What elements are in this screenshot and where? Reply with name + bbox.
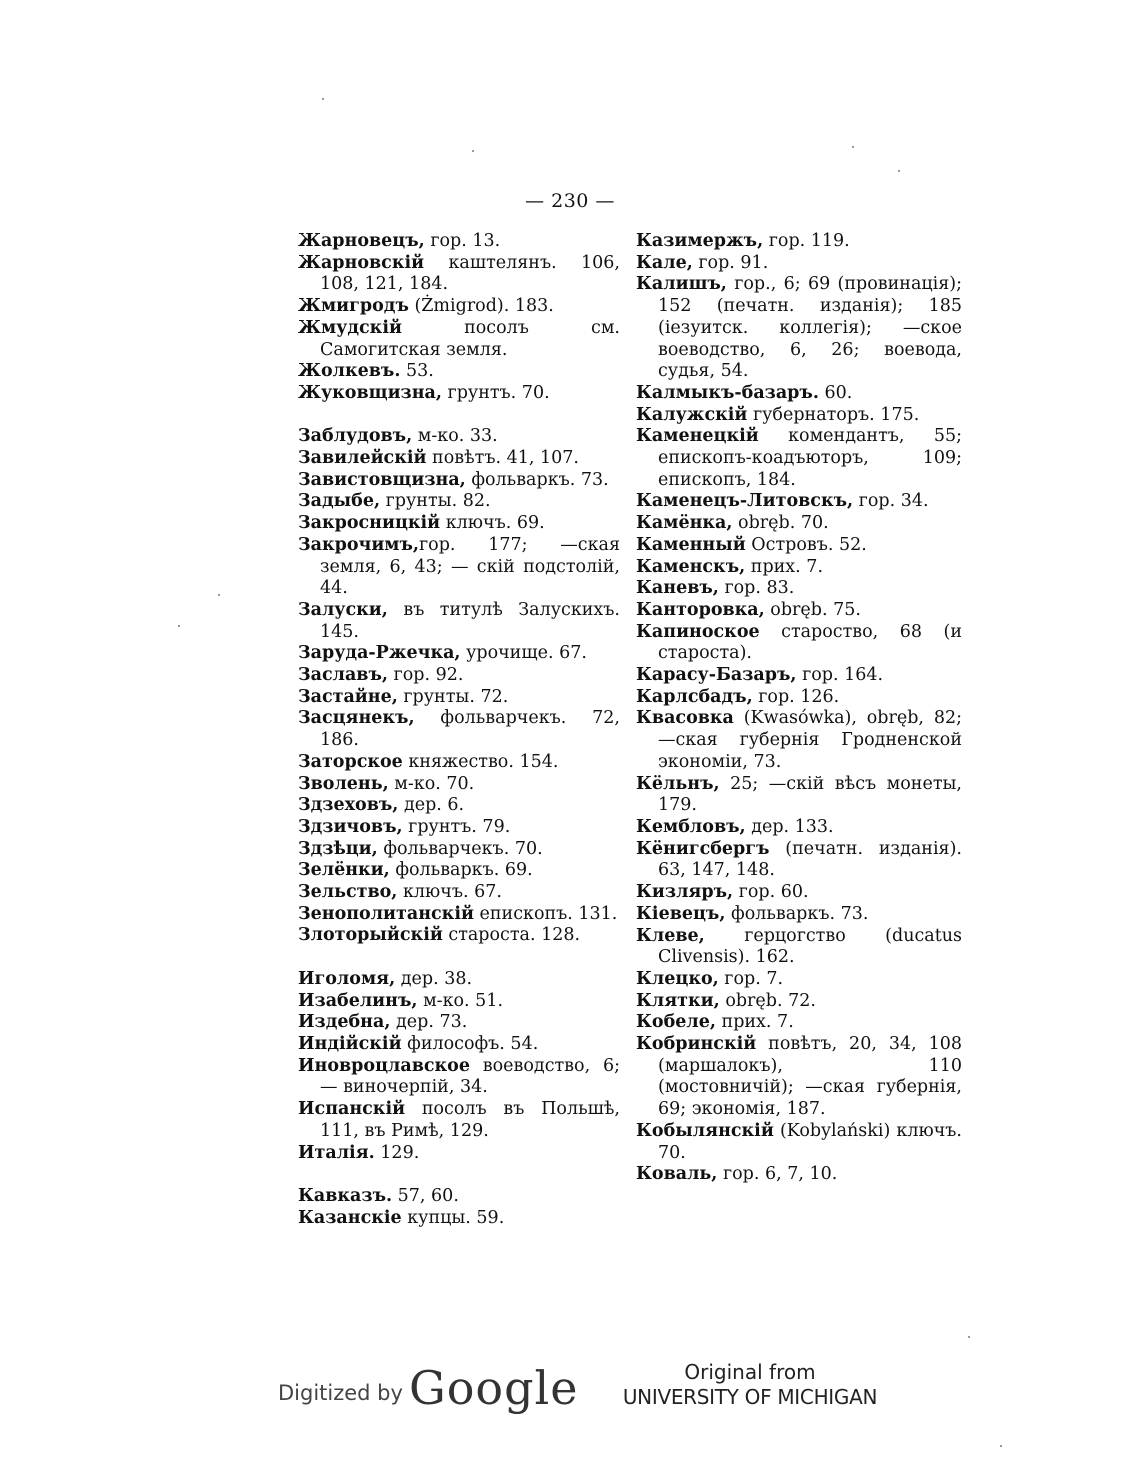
index-entry bbox=[298, 1056, 620, 1099]
index-entry bbox=[636, 774, 962, 817]
entry-references: купцы. 59. bbox=[401, 1207, 505, 1228]
scan-speck bbox=[852, 146, 854, 148]
index-entry bbox=[298, 687, 620, 709]
entry-headword: Засцянекъ, bbox=[298, 708, 415, 729]
google-logo: Google bbox=[408, 1361, 579, 1415]
entry-references: (печатн. изданія). 63, 147, 148. bbox=[658, 838, 962, 881]
entry-references: дер. 133. bbox=[745, 816, 834, 837]
index-entry bbox=[298, 470, 620, 492]
entry-headword: Камёнка, bbox=[636, 513, 733, 534]
entry-headword: Испанскій bbox=[298, 1099, 406, 1120]
entry-headword: Казимержъ, bbox=[636, 231, 764, 251]
index-entry bbox=[298, 969, 620, 991]
index-entry bbox=[298, 318, 620, 361]
entry-headword: Каневъ, bbox=[636, 578, 719, 599]
entry-headword: Калишъ, bbox=[636, 274, 727, 295]
entry-references: гор. 6, 7, 10. bbox=[717, 1164, 838, 1185]
digitized-label: Digitized by bbox=[278, 1381, 403, 1405]
entry-headword: Кёльнъ, bbox=[636, 773, 720, 794]
entry-references: гор. 13. bbox=[424, 231, 501, 251]
entry-references: посолъ см. Самогитская земля. bbox=[320, 317, 620, 360]
index-entry bbox=[298, 643, 620, 665]
entry-references: фольваркъ. 73. bbox=[725, 903, 869, 924]
entry-references: гор. 177; —ская земля, 6, 43; — скій подстолій, 44. bbox=[320, 534, 620, 599]
index-entry bbox=[298, 991, 620, 1013]
entry-references: гор. 91. bbox=[692, 252, 769, 273]
index-entry bbox=[298, 361, 620, 383]
entry-references: воеводство, 6;— виночерпій, 34. bbox=[320, 1055, 620, 1098]
entry-headword: Жарновецъ, bbox=[298, 231, 425, 251]
entry-references: дер. 38. bbox=[395, 968, 473, 989]
entry-headword: Каменецъ-Литовскъ, bbox=[636, 491, 854, 512]
entry-headword: Здзичовъ, bbox=[298, 816, 403, 837]
entry-references: фольваркъ. 69. bbox=[389, 860, 533, 881]
entry-references: гор. 60. bbox=[733, 882, 809, 903]
entry-headword: Здзеховъ, bbox=[298, 795, 399, 816]
index-entry bbox=[636, 383, 962, 405]
entry-references: урочище. 67. bbox=[460, 643, 587, 664]
index-entry bbox=[298, 513, 620, 535]
index-entry bbox=[298, 752, 620, 774]
entry-headword: Зенополитанскій bbox=[298, 903, 474, 924]
entry-headword: Кобеле, bbox=[636, 1012, 716, 1033]
entry-headword: Зельство, bbox=[298, 882, 398, 903]
index-entry bbox=[298, 1143, 620, 1165]
index-entry bbox=[298, 1208, 620, 1230]
index-entry bbox=[298, 535, 620, 600]
entry-headword: Квасовка bbox=[636, 708, 734, 729]
entry-headword: Кавказъ. bbox=[298, 1185, 393, 1206]
index-entry bbox=[298, 383, 620, 405]
entry-headword: Калужскій bbox=[636, 404, 748, 425]
index-entry bbox=[636, 253, 962, 275]
entry-headword: Клецко, bbox=[636, 968, 719, 989]
entry-headword: Каменный bbox=[636, 534, 746, 555]
entry-headword: Италія. bbox=[298, 1142, 375, 1163]
entry-references: дер. 6. bbox=[398, 795, 465, 816]
index-entry bbox=[298, 1099, 620, 1142]
index-column-left bbox=[298, 231, 620, 1229]
entry-headword: Залуски, bbox=[298, 599, 388, 620]
index-entry bbox=[298, 795, 620, 817]
index-entry bbox=[298, 904, 620, 926]
entry-references: фольварчекъ. 72, 186. bbox=[320, 708, 620, 751]
index-column-right bbox=[636, 231, 962, 1186]
index-entry bbox=[636, 1164, 962, 1186]
scan-speck bbox=[472, 150, 474, 152]
entry-headword: Заторское bbox=[298, 751, 403, 772]
entry-references: м-ко. 70. bbox=[388, 773, 475, 794]
university-label: UNIVERSITY OF MICHIGAN bbox=[622, 1385, 878, 1409]
entry-references: 129. bbox=[374, 1142, 420, 1163]
entry-headword: Кале, bbox=[636, 252, 693, 273]
entry-references: грунты. 72. bbox=[397, 686, 509, 707]
entry-headword: Каменскъ, bbox=[636, 556, 746, 577]
entry-headword: Издебна, bbox=[298, 1012, 391, 1033]
entry-references: княжество. 154. bbox=[402, 751, 559, 772]
entry-references: гор. 164. bbox=[796, 665, 884, 686]
entry-references: гор. 34. bbox=[853, 491, 929, 512]
digitized-by-google-watermark bbox=[278, 1355, 578, 1415]
entry-references: гор. 83. bbox=[718, 578, 795, 599]
index-entry bbox=[636, 926, 962, 969]
entry-references: гор. 7. bbox=[718, 968, 784, 989]
index-entry bbox=[636, 904, 962, 926]
entry-references: м-ко. 51. bbox=[417, 990, 504, 1011]
entry-references: (Kobylański) ключъ. 70. bbox=[658, 1120, 962, 1163]
index-entry bbox=[298, 665, 620, 687]
entry-headword: Завистовщизна, bbox=[298, 469, 466, 490]
entry-references: (Kwasówka), obręb, 82; —ская губернія Гродненской экономіи, 73. bbox=[658, 708, 962, 772]
entry-references: 57, 60. bbox=[392, 1185, 459, 1206]
index-entry bbox=[636, 665, 962, 687]
entry-references: obręb. 72. bbox=[719, 990, 816, 1011]
index-entry bbox=[636, 600, 962, 622]
index-entry bbox=[636, 491, 962, 513]
entry-headword: Жолкевъ. bbox=[298, 361, 401, 382]
entry-headword: Карлсбадъ, bbox=[636, 686, 753, 707]
index-entry bbox=[636, 882, 962, 904]
index-entry bbox=[298, 1012, 620, 1034]
index-entry bbox=[636, 708, 962, 773]
original-from-watermark bbox=[620, 1360, 880, 1410]
entry-references: посолъ въ Польшѣ, 111, въ Римѣ, 129. bbox=[320, 1099, 620, 1141]
entry-headword: Здзѣци, bbox=[298, 838, 378, 859]
entry-headword: Иголомя, bbox=[298, 968, 396, 989]
scan-speck bbox=[968, 1336, 970, 1338]
entry-headword: Завилейскій bbox=[298, 448, 427, 469]
section-gap bbox=[298, 405, 620, 427]
entry-references: герцогство (ducatus Clivensis). 162. bbox=[658, 925, 962, 968]
entry-headword: Карасу-Базаръ, bbox=[636, 665, 797, 686]
entry-references: гор., 6; 69 (провинація); 152 (печатн. изданія); 185 (іезуитск. коллегія); —ское воеводство, 6, 26; воевода, судья, 54. bbox=[658, 274, 962, 382]
index-entry bbox=[636, 557, 962, 579]
entry-references: obręb. 75. bbox=[764, 599, 861, 620]
entry-headword: Калмыкъ-базаръ. bbox=[636, 382, 819, 403]
scan-speck bbox=[898, 170, 900, 172]
entry-references: грунты. 82. bbox=[380, 491, 491, 512]
page-number: — 230 — bbox=[525, 190, 615, 212]
index-entry bbox=[636, 817, 962, 839]
index-entry bbox=[298, 817, 620, 839]
entry-references: ключъ. 69. bbox=[440, 513, 545, 534]
entry-references: епископъ. 131. bbox=[473, 903, 618, 924]
index-entry bbox=[298, 296, 620, 318]
entry-references: прих. 7. bbox=[745, 556, 824, 577]
scan-speck bbox=[322, 98, 324, 100]
entry-headword: Закросницкій bbox=[298, 513, 441, 534]
entry-references: грунтъ. 70. bbox=[441, 382, 550, 403]
entry-references: повѣтъ, 20, 34, 108 (маршалокъ), 110 (мостовничій); —ская губернія, 69; экономія, 187. bbox=[658, 1034, 962, 1120]
entry-references: obręb. 70. bbox=[732, 513, 829, 534]
index-entry bbox=[298, 1186, 620, 1208]
entry-headword: Жуковщизна, bbox=[298, 382, 442, 403]
entry-headword: Кобылянскій bbox=[636, 1120, 774, 1141]
entry-headword: Индійскій bbox=[298, 1033, 402, 1054]
index-entry bbox=[636, 991, 962, 1013]
index-entry bbox=[636, 405, 962, 427]
entry-headword: Закрочимъ, bbox=[298, 534, 420, 555]
entry-headword: Зволень, bbox=[298, 773, 389, 794]
index-entry bbox=[636, 426, 962, 491]
entry-headword: Задыбе, bbox=[298, 491, 381, 512]
index-entry bbox=[298, 426, 620, 448]
entry-references: губернаторъ. 175. bbox=[747, 404, 920, 425]
index-entry bbox=[636, 1012, 962, 1034]
entry-headword: Жмудскій bbox=[298, 317, 402, 338]
index-entry bbox=[636, 535, 962, 557]
entry-headword: Каменецкій bbox=[636, 426, 759, 447]
entry-references: въ титулѣ Залускихъ. 145. bbox=[320, 599, 620, 642]
entry-references: фольварчекъ. 70. bbox=[377, 838, 543, 859]
index-entry bbox=[636, 578, 962, 600]
entry-headword: Коваль, bbox=[636, 1164, 718, 1185]
index-entry bbox=[298, 925, 620, 947]
entry-references: дер. 73. bbox=[390, 1012, 468, 1033]
entry-headword: Изабелинъ, bbox=[298, 990, 418, 1011]
entry-references: философъ. 54. bbox=[401, 1033, 539, 1054]
entry-references: каштелянъ. 106, 108, 121, 184. bbox=[320, 252, 620, 295]
entry-references: грунтъ. 79. bbox=[402, 816, 511, 837]
index-entry bbox=[298, 231, 620, 253]
entry-headword: Кембловъ, bbox=[636, 816, 746, 837]
index-entry bbox=[298, 839, 620, 861]
entry-headword: Кёнигсбергъ bbox=[636, 838, 770, 859]
index-entry bbox=[298, 600, 620, 643]
index-entry bbox=[636, 513, 962, 535]
index-entry bbox=[298, 882, 620, 904]
entry-headword: Канторовка, bbox=[636, 599, 765, 620]
entry-headword: Заруда-Ржечка, bbox=[298, 643, 461, 664]
entry-references: 25; —скій вѣсъ монеты, 179. bbox=[658, 773, 962, 816]
entry-references: повѣтъ. 41, 107. bbox=[426, 448, 579, 469]
entry-references: прих. 7. bbox=[715, 1012, 794, 1033]
index-entry bbox=[636, 969, 962, 991]
index-entry bbox=[298, 448, 620, 470]
entry-headword: Жмигродъ bbox=[298, 296, 409, 317]
entry-headword: Заблудовъ, bbox=[298, 426, 413, 447]
entry-headword: Кіевецъ, bbox=[636, 903, 726, 924]
index-entry bbox=[636, 622, 962, 665]
scan-speck bbox=[218, 594, 220, 596]
entry-headword: Застайне, bbox=[298, 686, 398, 707]
entry-headword: Иновроцлавское bbox=[298, 1055, 470, 1076]
index-entry bbox=[298, 860, 620, 882]
entry-headword: Кобринскій bbox=[636, 1034, 757, 1055]
original-from-label: Original from bbox=[684, 1360, 816, 1384]
index-entry bbox=[636, 1121, 962, 1164]
section-gap bbox=[298, 1164, 620, 1186]
entry-references: м-ко. 33. bbox=[412, 426, 498, 447]
entry-references: староство, 68 (и староста). bbox=[658, 621, 962, 664]
index-entry bbox=[298, 1034, 620, 1056]
index-entry bbox=[636, 687, 962, 709]
entry-headword: Злоторыйскій bbox=[298, 925, 443, 946]
entry-references: 53. bbox=[400, 361, 434, 382]
index-entry bbox=[636, 839, 962, 882]
entry-headword: Жарновскій bbox=[298, 252, 425, 273]
entry-references: (Żmigrod). 183. bbox=[408, 296, 554, 317]
entry-references: гор. 92. bbox=[387, 665, 464, 686]
entry-references: комендантъ, 55; епископъ-коадъюторъ, 109; епископъ, 184. bbox=[658, 426, 962, 490]
scan-speck bbox=[1000, 1445, 1002, 1447]
section-gap bbox=[298, 947, 620, 969]
entry-headword: Клятки, bbox=[636, 990, 720, 1011]
entry-references: староста. 128. bbox=[442, 925, 581, 946]
index-entry bbox=[636, 231, 962, 253]
index-entry bbox=[636, 274, 962, 383]
entry-references: Островъ. 52. bbox=[745, 534, 867, 555]
entry-headword: Казанскіе bbox=[298, 1207, 402, 1228]
scan-speck bbox=[178, 625, 180, 627]
entry-references: гор. 126. bbox=[752, 686, 840, 707]
index-entry bbox=[298, 253, 620, 296]
index-entry bbox=[298, 774, 620, 796]
entry-headword: Клеве, bbox=[636, 925, 705, 946]
entry-references: гор. 119. bbox=[763, 231, 850, 251]
entry-headword: Капиноское bbox=[636, 621, 760, 642]
entry-references: ключъ. 67. bbox=[397, 882, 502, 903]
index-entry bbox=[298, 708, 620, 751]
entry-references: 60. bbox=[818, 382, 853, 403]
entry-headword: Зелёнки, bbox=[298, 860, 390, 881]
entry-headword: Заславъ, bbox=[298, 665, 388, 686]
entry-references: фольваркъ. 73. bbox=[465, 469, 609, 490]
index-entry bbox=[298, 491, 620, 513]
entry-headword: Кизляръ, bbox=[636, 882, 734, 903]
index-entry bbox=[636, 1034, 962, 1121]
